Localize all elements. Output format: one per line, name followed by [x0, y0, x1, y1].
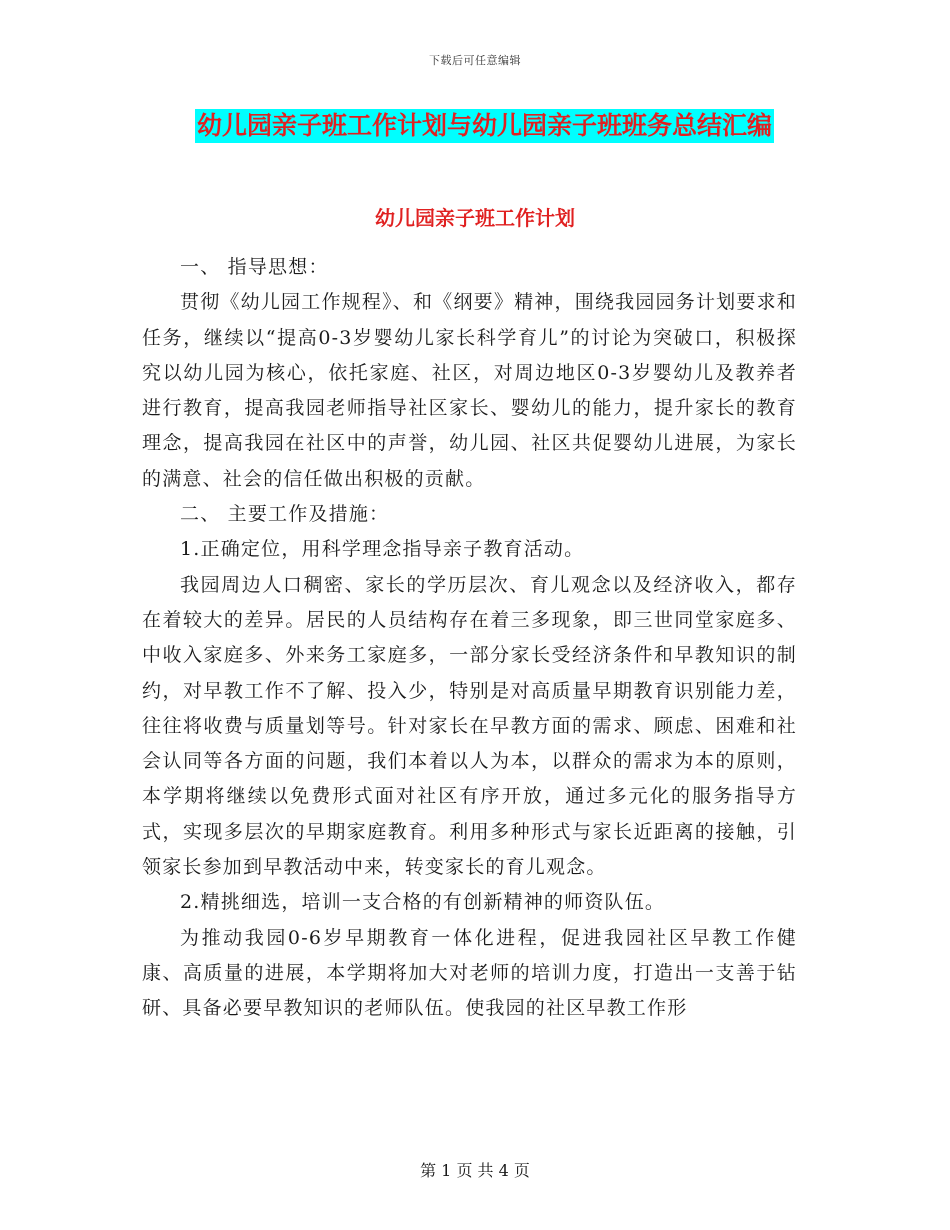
section-title: 幼儿园亲子班工作计划 [375, 206, 575, 230]
subheading-1: 1.正确定位，用科学理念指导亲子教育活动。 [180, 538, 585, 561]
paragraph: 我园周边人口稠密、家长的学历层次、育儿观念以及经济收入，都存在着较大的差异。居民的人员结构存在着三多现象，即三世同堂家庭多、中收入家庭多、外来务工家庭多，一部分家长受经济条件和早教知识的制约，对早教工作不了解、投入少，特别是对高质量早期教育识别能力差，往往将收费与质量划等号。针对家长在早教方面的需求、顾虑、困难和社会认同等各方面的问题，我们本着以人为本，以群众的需求为本的原则，本学期将继续以免费形式面对社区有序开放，通过多元化的服务指导方式，实现多层次的早期家庭教育。利用多种形式与家长近距离的接触，引领家长参加到早教活动中来，转变家长的育儿观念。 [142, 573, 797, 879]
page-footer: 第 1 页 共 4 页 [420, 1161, 530, 1180]
paragraph: 贯彻《幼儿园工作规程》、和《纲要》精神，围绕我园园务计划要求和任务，继续以“提高0-3岁婴幼儿家长科学育儿”的讨论为突破口，积极探究以幼儿园为核心，依托家庭、社区，对周边地区0-3岁婴幼儿及教养者进行教育，提高我园老师指导社区家长、婴幼儿的能力，提升家长的教育理念，提高我园在社区中的声誉，幼儿园、社区共促婴幼儿进展，为家长的满意、社会的信任做出积极的贡献。 [142, 291, 797, 490]
document-body [142, 250, 797, 1027]
heading-main-work: 二、 主要工作及措施： [180, 503, 390, 526]
header-note: 下载后可任意编辑 [429, 54, 521, 67]
subheading-2: 2.精挑细选，培训一支合格的有创新精神的师资队伍。 [180, 891, 666, 914]
paragraph: 为推动我园0-6岁早期教育一体化进程，促进我园社区早教工作健康、高质量的进展，本学期将加大对老师的培训力度，打造出一支善于钻研、具备必要早教知识的老师队伍。使我园的社区早教工作形 [142, 926, 797, 1020]
document-title: 幼儿园亲子班工作计划与幼儿园亲子班班务总结汇编 [195, 109, 774, 143]
heading-guiding-thought: 一、 指导思想： [180, 256, 329, 278]
